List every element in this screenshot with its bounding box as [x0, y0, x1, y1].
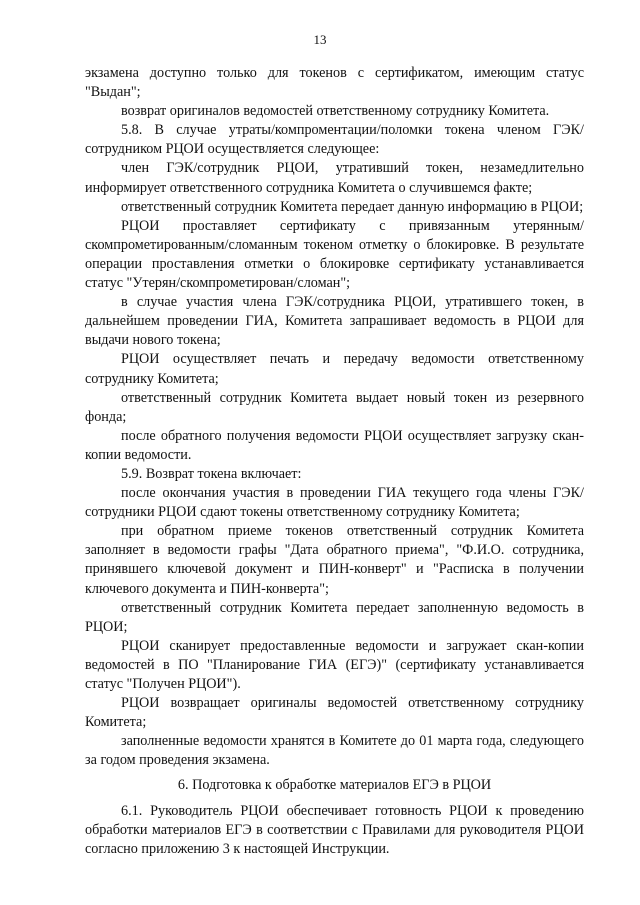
paragraph: после обратного получения ведомости РЦОИ осуществляет загрузку скан-копии ведомости.	[85, 427, 584, 463]
paragraph: РЦОИ сканирует предоставленные ведомости и загружает скан-копии ведомостей в ПО "Планирование ГИА (ЕГЭ)" (сертификату устанавливается статус "Получен РЦОИ").	[85, 637, 584, 692]
section-heading: 6. Подготовка к обработке материалов ЕГЭ в РЦОИ	[177, 777, 492, 794]
paragraph: ответственный сотрудник Комитета передает данную информацию в РЦОИ;	[121, 198, 584, 215]
paragraph: 5.9. Возврат токена включает:	[121, 465, 302, 482]
document-body	[85, 64, 584, 859]
paragraph: член ГЭК/сотрудник РЦОИ, утративший токен, незамедлительно информирует ответственного сотрудника Комитета о случившемся факте;	[85, 160, 584, 196]
paragraph: ответственный сотрудник Комитета выдает новый токен из резервного фонда;	[85, 389, 584, 425]
paragraph: 5.8. В случае утраты/компроментации/поломки токена членом ГЭК/сотрудником РЦОИ осуществляется следующее:	[85, 122, 584, 158]
paragraph: РЦОИ возвращает оригиналы ведомостей ответственному сотруднику Комитета;	[85, 695, 584, 731]
paragraph: 6.1. Руководитель РЦОИ обеспечивает готовность РЦОИ к проведению обработки материалов ЕГЭ в соответствии с Правилами для руководителя РЦОИ согласно приложению 3 к настоящей Инструкции.	[85, 802, 584, 857]
page-number: 13	[313, 32, 327, 47]
paragraph: РЦОИ осуществляет печать и передачу ведомости ответственному сотруднику Комитета;	[85, 351, 584, 387]
paragraph: экзамена доступно только для токенов с сертификатом, имеющим статус "Выдан";	[85, 65, 584, 101]
paragraph: в случае участия члена ГЭК/сотрудника РЦОИ, утратившего токен, в дальнейшем проведении ГИА, Комитета запрашивает ведомость в РЦОИ для выдачи нового токена;	[85, 294, 584, 349]
paragraph: РЦОИ проставляет сертификату с привязанным утерянным/скомпрометированным/сломанным токеном отметку о блокировке. В результате операции проставления отметки о блокировке сертификату устанавливается статус "Утерян/скомпрометирован/сломан";	[85, 217, 584, 292]
paragraph: после окончания участия в проведении ГИА текущего года члены ГЭК/сотрудники РЦОИ сдают токены ответственному сотруднику Комитета;	[85, 485, 584, 521]
paragraph: возврат оригиналов ведомостей ответственному сотруднику Комитета.	[121, 103, 550, 120]
paragraph: при обратном приеме токенов ответственный сотрудник Комитета заполняет в ведомости графы "Дата обратного приема", "Ф.И.О. сотрудника, принявшего ключевой документ и ПИН-конверт" и "Расписка в получении ключевого документа и ПИН-конверта";	[85, 523, 584, 597]
paragraph: ответственный сотрудник Комитета передает заполненную ведомость в РЦОИ;	[85, 599, 584, 635]
paragraph: заполненные ведомости хранятся в Комитете до 01 марта года, следующего за годом проведения экзамена.	[85, 733, 584, 769]
